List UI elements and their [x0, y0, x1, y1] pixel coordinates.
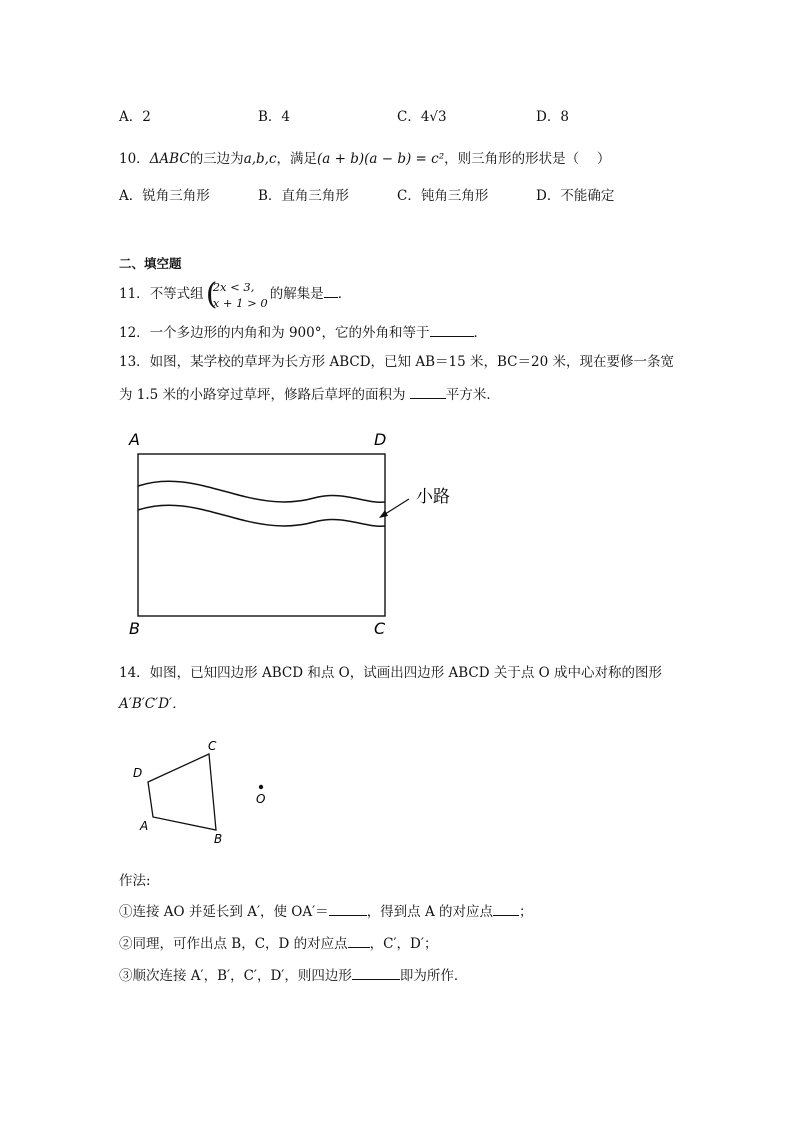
step-1: ①连接 AO 并延长到 A′，使 OA′＝ ，得到点 A 的对应点 ；	[119, 904, 533, 920]
q14-line1: 14．如图，已知四边形 ABCD 和点 O，试画出四边形 ABCD 关于点 O 成中心对称的图形	[119, 665, 662, 681]
path-edge-top	[138, 481, 385, 502]
vertex-label-d: D	[374, 430, 387, 449]
q10-choices	[119, 186, 679, 206]
q9-choices	[119, 107, 679, 127]
vertex-label-c: C	[208, 739, 217, 753]
lawn-rectangle	[138, 454, 385, 616]
step-2: ②同理，可作出点 B，C，D 的对应点 ，C′，D′；	[119, 936, 438, 952]
vertex-label-d: D	[133, 766, 143, 780]
choice-b: B．4	[258, 109, 291, 125]
choice-a: A．锐角三角形	[119, 188, 210, 204]
answer-blank[interactable]	[410, 385, 446, 399]
choice-d: D．8	[536, 109, 569, 125]
choice-c: C．4√3	[397, 109, 447, 125]
choice-a: A．2	[119, 109, 151, 125]
q11-stem: 11．不等式组 ( 2x < 3, x + 1 > 0 的解集是 ．	[119, 276, 352, 312]
choice-d: D．不能确定	[536, 188, 615, 204]
vertex-label-b: B	[129, 619, 140, 638]
answer-blank[interactable]	[493, 902, 519, 916]
answer-blank[interactable]	[352, 966, 400, 980]
q12-stem: 12．一个多边形的内角和为 900°，它的外角和等于 ．	[119, 325, 487, 341]
inequality-system: ( 2x < 3, x + 1 > 0	[205, 276, 268, 312]
answer-blank[interactable]	[430, 323, 474, 337]
q10-stem: 10．ΔABC的三边为a,b,c，满足(a + b)(a − b) = c²，则三角形的形状是（ ）	[119, 151, 611, 167]
section-title: 二、填空题	[119, 256, 182, 271]
vertex-label-b: B	[214, 832, 223, 846]
quadrilateral-abcd	[148, 754, 216, 830]
vertex-label-a: A	[129, 430, 140, 449]
step-3: ③顺次连接 A′，B′，C′，D′，则四边形 即为所作．	[119, 968, 468, 984]
choice-c: C．钝角三角形	[397, 188, 489, 204]
point-label-o: O	[256, 792, 266, 806]
q14-line2: A′B′C′D′．	[119, 696, 186, 712]
answer-blank[interactable]	[329, 902, 367, 916]
method-title: 作法:	[119, 873, 151, 889]
q13-line2: 为 1.5 米的小路穿过草坪，修路后草坪的面积为 平方米．	[119, 387, 500, 403]
q13-line1: 13．如图，某学校的草坪为长方形 ABCD，已知 AB＝15 米，BC＝20 米，现在要修一条宽	[119, 354, 674, 370]
vertex-label-c: C	[374, 619, 386, 638]
arrow-head	[379, 510, 388, 518]
point-o	[259, 785, 263, 789]
choice-b: B．直角三角形	[258, 188, 349, 204]
answer-blank[interactable]	[324, 284, 338, 298]
vertex-label-a: A	[140, 819, 149, 833]
path-label: 小路	[416, 487, 450, 507]
q13-figure	[119, 426, 479, 642]
q14-figure	[119, 735, 289, 850]
path-edge-bottom	[138, 505, 385, 526]
answer-blank[interactable]	[348, 934, 370, 948]
